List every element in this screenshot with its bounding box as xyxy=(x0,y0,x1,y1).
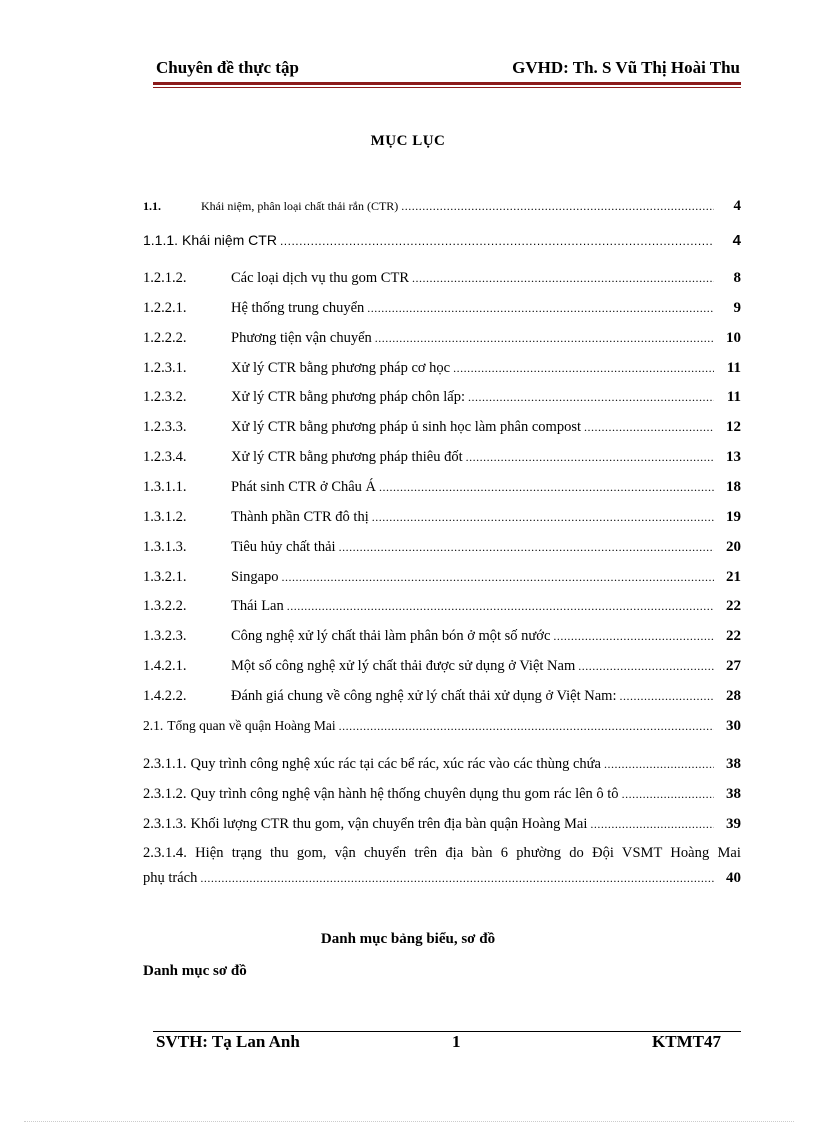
toc-entry-line-2 xyxy=(143,870,741,887)
toc-entry-page: 11 xyxy=(726,389,741,405)
toc-entry-page: 12 xyxy=(726,419,741,435)
toc-entry-text: Xử lý CTR bằng phương pháp chôn lấp: xyxy=(231,389,466,405)
toc-entry[interactable] xyxy=(143,688,741,708)
toc-entry-page: 11 xyxy=(726,360,741,376)
toc-entry[interactable] xyxy=(143,509,741,529)
toc-entry-number: 1.3.2.2. xyxy=(143,598,187,614)
toc-entry-page: 9 xyxy=(733,300,741,316)
toc-entry-page: 38 xyxy=(726,786,741,802)
toc-entry-number: 1.2.1.2. xyxy=(143,270,187,286)
toc-entry-page: 40 xyxy=(726,870,741,886)
toc-entry[interactable] xyxy=(143,569,741,589)
toc-entry-number: 1.2.2.1. xyxy=(143,300,187,316)
toc-leader-dots xyxy=(375,331,714,346)
toc-entry[interactable] xyxy=(143,389,741,409)
toc-entry-number: 1.3.1.1. xyxy=(143,479,187,495)
section-title: Danh mục bảng biểu, sơ đồ xyxy=(320,931,496,947)
toc-entry-number: 1.1.1. xyxy=(143,232,179,248)
toc-leader-dots xyxy=(466,450,714,465)
toc-entry-number: 2.3.1.4. xyxy=(143,845,187,861)
toc-entry-text: Phát sinh CTR ở Châu Á xyxy=(231,479,377,495)
toc-entry-page: 28 xyxy=(726,688,741,704)
toc-entry[interactable] xyxy=(143,816,741,836)
toc-entry-number: 2.3.1.2. xyxy=(143,786,187,802)
toc-entry-text: Singapo xyxy=(231,569,279,585)
toc-entry-number: 1.3.2.3. xyxy=(143,628,187,644)
toc-entry[interactable] xyxy=(143,786,741,806)
toc-entry-text: Khái niệm, phân loại chất thải rắn (CTR) xyxy=(201,199,399,213)
toc-leader-dots xyxy=(453,361,714,376)
toc-leader-dots xyxy=(287,599,714,614)
header-rule-thin xyxy=(153,87,741,88)
toc-entry-line-1 xyxy=(143,845,741,862)
toc-entry-page: 30 xyxy=(726,718,741,734)
toc-entry-text: Hệ thống trung chuyển xyxy=(231,300,365,316)
toc-leader-dots xyxy=(412,271,714,286)
toc-entry-page: 4 xyxy=(732,232,741,249)
toc-entry-number: 1.2.3.3. xyxy=(143,419,187,435)
toc-entry-text: Xử lý CTR bằng phương pháp cơ học xyxy=(231,360,451,376)
toc-entry-page: 21 xyxy=(726,569,741,585)
toc-title: MỤC LỤC xyxy=(370,133,446,149)
toc-entry-text: Xử lý CTR bằng phương pháp ủ sinh học làm phân compost xyxy=(231,419,582,435)
toc-entry-number: 1.1. xyxy=(143,199,161,213)
toc-entry[interactable] xyxy=(143,845,741,887)
toc-leader-dots xyxy=(200,871,714,886)
toc-entry-text: Thành phần CTR đô thị xyxy=(231,509,369,525)
page-footer xyxy=(156,1032,721,1054)
header-topic: Chuyên đề thực tập xyxy=(156,58,299,77)
toc-entry-page: 20 xyxy=(726,539,741,555)
toc-leader-dots xyxy=(584,420,714,435)
toc-entry[interactable] xyxy=(143,539,741,559)
toc-entry-page: 38 xyxy=(726,756,741,772)
header-advisor: GVHD: Th. S Vũ Thị Hoài Thu xyxy=(512,58,740,77)
toc-entry-text-continued: phụ trách xyxy=(143,870,198,886)
toc-entry[interactable] xyxy=(143,419,741,439)
toc-entry-text: Phương tiện vận chuyển xyxy=(231,330,372,346)
toc-entry-text: Tổng quan về quận Hoàng Mai xyxy=(167,718,336,733)
page-bottom-border xyxy=(24,1121,794,1122)
toc-entry[interactable] xyxy=(143,198,741,218)
toc-leader-dots xyxy=(379,480,714,495)
toc-entry[interactable] xyxy=(143,658,741,678)
toc-entry-text: Một số công nghệ xử lý chất thải được sử dụng ở Việt Nam xyxy=(231,658,576,674)
toc-entry-text: Tiêu hủy chất thải xyxy=(231,539,336,555)
toc-entry-number: 1.4.2.2. xyxy=(143,688,187,704)
toc-entry-number: 1.3.2.1. xyxy=(143,569,187,585)
toc-entry[interactable] xyxy=(143,479,741,499)
toc-entry[interactable] xyxy=(143,628,741,648)
toc-leader-dots xyxy=(339,540,714,555)
toc-entry-text: Khối lượng CTR thu gom, vận chuyển trên địa bàn quận Hoàng Mai xyxy=(190,816,588,832)
toc-entry-page: 22 xyxy=(726,628,741,644)
toc-entry[interactable] xyxy=(143,330,741,350)
toc-leader-dots xyxy=(604,757,714,772)
toc-entry[interactable] xyxy=(143,756,741,776)
header-rule-thick xyxy=(153,82,741,85)
toc-entry-text: Khái niệm CTR xyxy=(182,232,277,248)
toc-entry-page: 13 xyxy=(726,449,741,465)
toc-entry[interactable] xyxy=(143,270,741,290)
toc-entry-number: 1.2.2.2. xyxy=(143,330,187,346)
toc-entry[interactable] xyxy=(143,232,741,252)
toc-entry-number: 1.3.1.2. xyxy=(143,509,187,525)
toc-entry-text: Đánh giá chung về công nghệ xử lý chất thải xử dụng ở Việt Nam: xyxy=(231,688,617,704)
footer-student: SVTH: Tạ Lan Anh xyxy=(156,1032,300,1051)
toc-leader-dots xyxy=(468,390,714,405)
toc-entry[interactable] xyxy=(143,449,741,469)
toc-leader-dots xyxy=(622,787,714,802)
toc-entry-page: 10 xyxy=(726,330,741,346)
toc-entry-number: 1.2.3.4. xyxy=(143,449,187,465)
toc-entry-text: Công nghệ xử lý chất thải làm phân bón ở một số nước xyxy=(231,628,551,644)
toc-entry-text: Quy trình công nghệ vận hành hệ thống chuyên dụng thu gom rác lên ô tô xyxy=(190,786,619,802)
footer-class: KTMT47 xyxy=(652,1032,721,1051)
toc-entry[interactable] xyxy=(143,718,741,738)
toc-entry-number: 2.3.1.3. xyxy=(143,816,187,832)
page-number: 1 xyxy=(452,1032,461,1051)
toc-entry-number: 1.2.3.1. xyxy=(143,360,187,376)
toc-entry-page: 19 xyxy=(726,509,741,525)
toc-entry-page: 8 xyxy=(733,270,741,286)
toc-leader-dots xyxy=(578,659,714,674)
toc-entry-text: Xử lý CTR bằng phương pháp thiêu đốt xyxy=(231,449,463,465)
toc-entry-number: 1.2.3.2. xyxy=(143,389,187,405)
toc-entry-text: Hiện trạng thu gom, vận chuyển trên địa bàn 6 phường do Đội VSMT Hoàng Mai xyxy=(195,845,741,861)
toc-entry[interactable] xyxy=(143,300,741,320)
toc-entry-number: 2.1. xyxy=(143,718,164,733)
page-header xyxy=(156,58,740,82)
toc-entry-text: Thái Lan xyxy=(231,598,284,614)
toc-entry-number: 1.4.2.1. xyxy=(143,658,187,674)
toc-entry-number: 2.3.1.1. xyxy=(143,756,187,772)
toc-entry-page: 27 xyxy=(726,658,741,674)
toc-leader-dots xyxy=(372,510,714,525)
toc-entry-page: 18 xyxy=(726,479,741,495)
toc-entry-text: Các loại dịch vụ thu gom CTR xyxy=(231,270,410,286)
toc-entry-page: 22 xyxy=(726,598,741,614)
toc-leader-dots xyxy=(367,301,714,316)
toc-leader-dots xyxy=(282,570,714,585)
toc-entry-text: Quy trình công nghệ xúc rác tại các bể rác, xúc rác vào các thùng chứa xyxy=(190,756,601,772)
toc-leader-dots xyxy=(280,234,714,248)
toc-leader-dots xyxy=(590,817,714,832)
toc-entry-page: 39 xyxy=(726,816,741,832)
toc-leader-dots xyxy=(619,689,714,704)
toc-entry-number: 1.3.1.3. xyxy=(143,539,187,555)
toc-leader-dots xyxy=(339,719,714,734)
toc-leader-dots xyxy=(401,199,714,214)
toc-entry[interactable] xyxy=(143,598,741,618)
subsection-title: Danh mục sơ đồ xyxy=(143,963,247,979)
toc-entry-page: 4 xyxy=(733,198,741,214)
toc-entry[interactable] xyxy=(143,360,741,380)
toc-leader-dots xyxy=(553,629,714,644)
